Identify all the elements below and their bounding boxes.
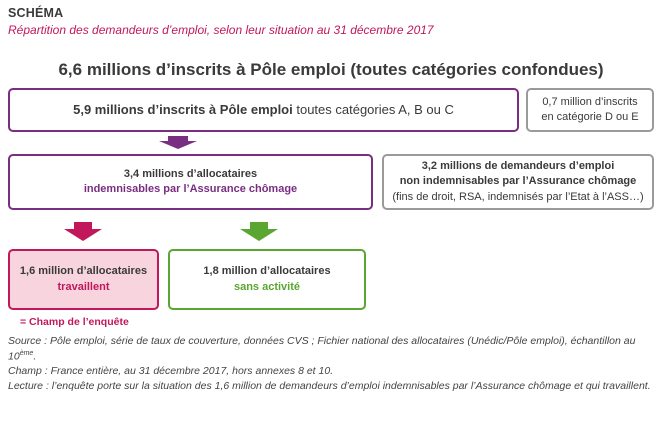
category-de-line2: en catégorie D ou E — [541, 111, 639, 123]
not-indemnified-count: 3,2 millions de demandeurs d’emploi — [421, 160, 615, 173]
source-end: . — [33, 350, 37, 363]
survey-scope-legend: = Champ de l’enquête — [20, 316, 129, 328]
source-note — [8, 335, 656, 364]
indemnified-box — [8, 154, 373, 210]
figure-subtitle: Répartition des demandeurs d’emploi, selon leur situation au 31 décembre 2017 — [8, 23, 434, 37]
arrow-down-purple — [159, 136, 197, 149]
indemnified-label: indemnisables par l’Assurance chômage — [83, 183, 298, 195]
working-box — [8, 249, 159, 310]
notes-block — [8, 335, 656, 395]
diagram-title: 6,6 millions d’inscrits à Pôle emploi (toutes catégories confondues) — [58, 60, 604, 79]
working-count: 1,6 million d’allocataires — [19, 265, 148, 278]
arrow-down-pink — [64, 222, 102, 241]
arrow-down-green — [240, 222, 278, 241]
working-label: travaillent — [57, 280, 110, 293]
indemnified-count: 3,4 millions d’allocataires — [123, 167, 258, 180]
category-de-line1: 0,7 million d’inscrits — [542, 95, 638, 108]
source-text: Source : Pôle emploi, série de taux de couverture, données CVS ; Fichier national des allocataires (Unédic/Pôle emploi), échantillon au 10 — [8, 335, 636, 363]
inactive-count: 1,8 million d’allocataires — [203, 265, 331, 278]
registered-abc-count: 5,9 millions d’inscrits à Pôle emploi — [73, 102, 293, 118]
registered-abc-categories: toutes catégories A, B ou C — [292, 102, 454, 118]
lecture-note: Lecture : l’enquête porte sur la situation des 1,6 million de demandeurs d’emploi indemnisables par l’Assurance chômage et qui travaillent. — [8, 380, 651, 393]
champ-note: Champ : France entière, au 31 décembre 2017, hors annexes 8 et 10. — [8, 365, 334, 378]
inactive-box — [168, 249, 366, 310]
inactive-label: sans activité — [233, 280, 301, 293]
schema-label: SCHÉMA — [8, 6, 64, 20]
not-indemnified-detail: (fins de droit, RSA, indemnisés par l’Etat à l’ASS…) — [392, 190, 644, 203]
not-indemnified-label: non indemnisables par l’Assurance chômage — [399, 175, 637, 188]
source-superscript: ème — [19, 349, 34, 357]
not-indemnified-box — [382, 154, 654, 210]
